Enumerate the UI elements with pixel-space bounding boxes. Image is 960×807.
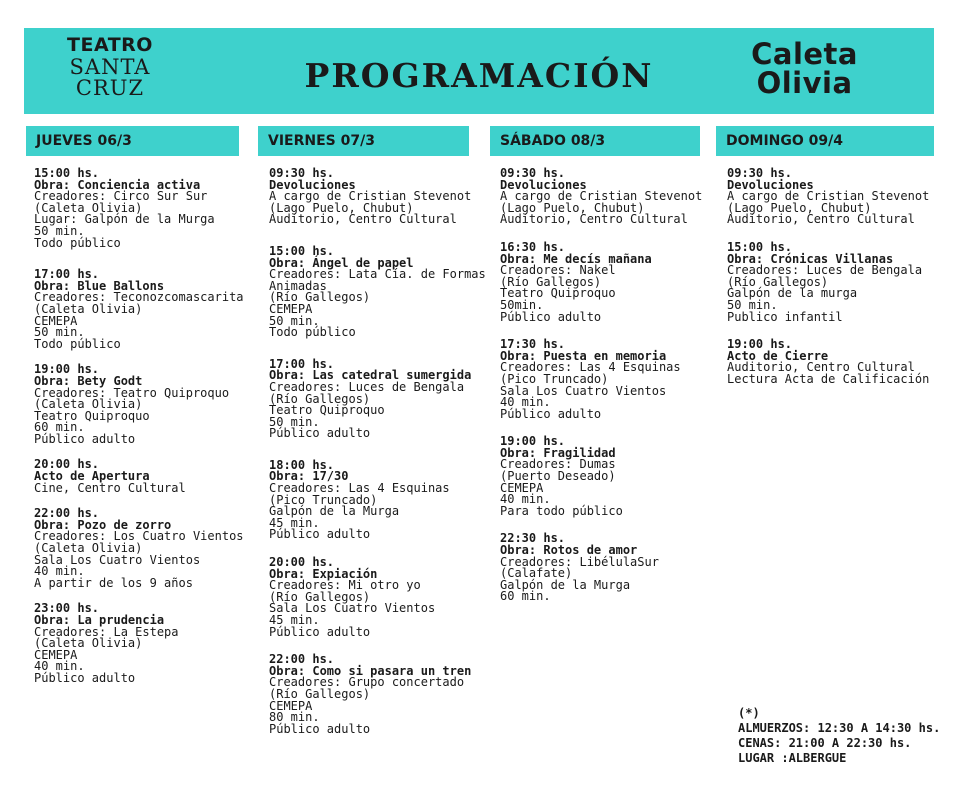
event-detail: CEMEPA	[500, 480, 544, 495]
event-time: 17:00 hs.	[34, 267, 100, 282]
event-detail: Lectura Acta de Calificación	[727, 371, 930, 386]
day-label: VIERNES 07/3	[268, 133, 375, 149]
event-detail: 45 min.	[269, 515, 320, 530]
event-detail: Todo público	[34, 235, 121, 250]
event-detail: Galpón de la murga	[727, 286, 858, 301]
event-item	[34, 508, 244, 589]
event-detail: (Caleta Olivia)	[34, 301, 143, 316]
event-title: Obra: Como si pasara un tren	[269, 663, 472, 678]
event-item	[500, 339, 702, 420]
event-detail: Creadores: Las 4 Esquinas	[500, 360, 681, 375]
event-detail: (Calafate)	[500, 566, 573, 581]
event-detail: Auditorio, Centro Cultural	[727, 212, 915, 227]
event-detail: (Caleta Olivia)	[34, 541, 143, 556]
schedule-column	[269, 168, 486, 735]
event-detail: A cargo de Cristian Stevenot	[500, 189, 703, 204]
day-header-jueves	[26, 126, 239, 156]
event-time: 16:30 hs.	[500, 239, 566, 254]
event-detail: 40 min.	[34, 659, 85, 674]
event-detail: Creadores: LibélulaSur	[500, 554, 659, 569]
event-item	[727, 168, 929, 226]
event-title: Obra: Me decís mañana	[500, 251, 652, 266]
event-detail: Teatro Quiproquo	[34, 408, 150, 423]
header-banner	[24, 28, 934, 114]
event-detail: Creadores: Grupo concertado	[269, 675, 465, 690]
event-detail: (Lago Puelo, Chubut)	[727, 200, 872, 215]
event-detail: 40 min.	[500, 395, 551, 410]
event-item	[269, 356, 486, 441]
event-detail: 50 min.	[269, 414, 320, 429]
event-detail: Público adulto	[500, 406, 602, 421]
event-detail: 45 min.	[269, 613, 320, 627]
logo-left-line1: TEATRO	[67, 34, 153, 56]
event-detail: Creadores: Los Cuatro Vientos	[34, 529, 244, 544]
event-detail: Publico infantil	[727, 309, 843, 324]
event-item	[34, 603, 244, 684]
schedule-column	[34, 168, 244, 685]
event-time: 17:00 hs.	[269, 356, 335, 371]
event-item	[500, 436, 702, 517]
event-time: 22:00 hs.	[34, 506, 100, 521]
event-title: Devoluciones	[727, 177, 814, 192]
schedule-column	[500, 168, 702, 603]
logo-left-line3: CRUZ	[75, 76, 145, 100]
event-detail: Para todo público	[500, 503, 623, 518]
event-item	[727, 339, 929, 385]
event-detail: Teatro Quiproquo	[500, 286, 616, 301]
event-detail: Público adulto	[269, 624, 371, 639]
event-detail: (Caleta Olivia)	[34, 397, 143, 412]
event-detail: Galpón de la Murga	[269, 504, 400, 519]
event-detail: (Río Gallegos)	[269, 589, 371, 604]
event-detail: Teatro Quiproquo	[269, 403, 385, 418]
event-title: Obra: La prudencia	[34, 613, 165, 627]
event-detail: A cargo de Cristian Stevenot	[269, 189, 472, 204]
event-time: 22:30 hs.	[500, 531, 566, 546]
day-header-viernes	[258, 126, 469, 156]
teatro-santa-cruz-logo	[60, 36, 160, 99]
day-label: JUEVES 06/3	[36, 133, 132, 149]
event-time: 23:00 hs.	[34, 601, 100, 616]
event-detail: CEMEPA	[269, 698, 313, 713]
event-detail: Creadores: Mi otro yo	[269, 578, 421, 593]
event-item	[269, 457, 486, 542]
event-title: Obra: Expiación	[269, 566, 378, 581]
event-item	[34, 168, 244, 249]
event-title: Obra: Bety Godt	[34, 373, 143, 388]
note-marker: (*)	[738, 706, 760, 720]
event-detail: Público adulto	[34, 670, 136, 685]
caleta-olivia-logo	[751, 37, 858, 100]
event-title: Obra: Ángel de papel	[269, 255, 414, 270]
event-time: 15:00 hs.	[34, 166, 100, 180]
event-item	[34, 269, 244, 350]
event-detail: Creadores: Circo Sur Sur	[34, 189, 208, 204]
event-item	[34, 459, 244, 494]
event-detail: Todo público	[34, 336, 121, 351]
event-detail: Galpón de la Murga	[500, 577, 631, 592]
event-time: 09:30 hs.	[727, 166, 793, 180]
event-detail: (Puerto Deseado)	[500, 469, 616, 484]
event-detail: 40 min.	[500, 492, 551, 507]
event-detail: (Pico Truncado)	[269, 492, 378, 507]
event-title: Acto de Cierre	[727, 348, 829, 363]
event-detail: 50 min.	[34, 223, 85, 238]
event-detail: (Lago Puelo, Chubut)	[500, 200, 645, 215]
event-detail: Creadores: Las 4 Esquinas	[269, 481, 450, 496]
event-time: 09:30 hs.	[500, 166, 566, 180]
event-detail: Creadores: Teconozcomascarita	[34, 290, 244, 305]
event-detail: CEMEPA	[269, 301, 313, 316]
event-detail: Creadores: La Estepa	[34, 624, 179, 639]
event-item	[727, 239, 929, 324]
event-detail: Lugar: Galpón de la Murga	[34, 212, 215, 227]
note-lunch: ALMUERZOS: 12:30 A 14:30 hs.	[738, 721, 941, 735]
event-detail: Creadores: Luces de Bengala	[727, 263, 923, 278]
event-title: Obra: Rotos de amor	[500, 543, 638, 558]
event-time: 15:00 hs.	[269, 243, 335, 258]
event-title: Obra: Blue Ballons	[34, 278, 165, 293]
note-dinner: CENAS: 21:00 A 22:30 hs.	[738, 736, 912, 750]
event-time: 19:00 hs.	[500, 434, 566, 449]
event-detail: Sala Los Cuatro Vientos	[34, 552, 201, 567]
event-detail: A partir de los 9 años	[34, 575, 193, 590]
event-title: Obra: Crónicas Villanas	[727, 251, 894, 266]
event-time: 19:00 hs.	[727, 337, 793, 352]
event-time: 15:00 hs.	[727, 239, 793, 254]
event-title: Obra: 17/30	[269, 469, 349, 484]
event-time: 22:00 hs.	[269, 652, 335, 667]
day-label: SÁBADO 08/3	[500, 133, 606, 149]
event-detail: 50 min.	[269, 313, 320, 328]
meals-note	[738, 706, 940, 766]
event-title: Devoluciones	[269, 177, 356, 192]
event-detail: (Lago Puelo, Chubut)	[269, 200, 414, 215]
day-header-domingo	[716, 126, 934, 156]
logo-right-line1: Caleta	[751, 37, 858, 71]
event-detail: 50 min.	[34, 325, 85, 340]
event-detail: (Pico Truncado)	[500, 371, 609, 386]
event-time: 18:00 hs.	[269, 457, 335, 472]
event-detail: Creadores: Nakel	[500, 263, 616, 278]
event-detail: A cargo de Cristian Stevenot	[727, 189, 930, 204]
event-detail: Cine, Centro Cultural	[34, 480, 186, 495]
event-detail: Público adulto	[269, 527, 371, 542]
event-detail: (Río Gallegos)	[269, 290, 371, 305]
event-detail: Sala Los Cuatro Vientos	[500, 383, 667, 398]
day-header-sabado	[490, 126, 700, 156]
event-detail: (Río Gallegos)	[269, 686, 371, 701]
event-detail: Creadores: Teatro Quiproquo	[34, 385, 230, 400]
event-item	[34, 364, 244, 445]
schedule-column	[727, 168, 929, 386]
event-detail: (Caleta Olivia)	[34, 200, 143, 215]
event-detail: 60 min.	[34, 420, 85, 435]
event-detail: (Caleta Olivia)	[34, 636, 143, 651]
event-title: Devoluciones	[500, 177, 587, 192]
event-time: 20:00 hs.	[269, 555, 335, 570]
event-title: Obra: Las catedral sumergida	[269, 368, 472, 383]
event-time: 19:00 hs.	[34, 362, 100, 377]
event-item	[269, 168, 486, 226]
event-detail: (Río Gallegos)	[727, 274, 829, 289]
event-item	[500, 533, 702, 603]
event-detail: Animadas	[269, 278, 327, 293]
note-place: LUGAR :ALBERGUE	[738, 751, 847, 765]
event-detail: CEMEPA	[34, 647, 78, 662]
event-detail: Público adulto	[269, 721, 371, 736]
event-detail: 50 min.	[727, 297, 778, 312]
event-item	[500, 239, 702, 324]
page-title: PROGRAMACIÓN	[304, 56, 654, 95]
event-detail: Auditorio, Centro Cultural	[269, 212, 457, 227]
logo-right-line2: Olivia	[756, 66, 853, 100]
event-title: Acto de Apertura	[34, 469, 150, 484]
day-label: DOMINGO 09/4	[726, 133, 843, 149]
event-detail: Todo público	[269, 325, 356, 340]
event-detail: (Río Gallegos)	[500, 274, 602, 289]
event-detail: 40 min.	[34, 564, 85, 579]
event-detail: Creadores: Luces de Bengala	[269, 379, 465, 394]
event-time: 20:00 hs.	[34, 457, 100, 472]
event-item	[269, 654, 486, 735]
event-title: Obra: Fragilidad	[500, 445, 616, 460]
logo-left-line2: SANTA	[69, 55, 151, 79]
event-time: 17:30 hs.	[500, 337, 566, 352]
event-item	[269, 557, 486, 638]
event-detail: Público adulto	[500, 309, 602, 324]
event-detail: Sala Los Cuatro Vientos	[269, 601, 436, 616]
event-title: Obra: Conciencia activa	[34, 177, 201, 192]
event-detail: Auditorio, Centro Cultural	[500, 212, 688, 227]
event-item	[500, 168, 702, 226]
event-detail: Público adulto	[34, 431, 136, 446]
event-detail: Creadores: Lata Cía. de Formas	[269, 267, 486, 282]
event-detail: 60 min.	[500, 589, 551, 604]
event-detail: Auditorio, Centro Cultural	[727, 360, 915, 375]
event-time: 09:30 hs.	[269, 166, 335, 180]
event-detail: Público adulto	[269, 426, 371, 441]
event-detail: 50min.	[500, 297, 544, 312]
event-detail: (Río Gallegos)	[269, 391, 371, 406]
event-detail: Creadores: Dumas	[500, 457, 616, 472]
event-title: Obra: Pozo de zorro	[34, 517, 172, 532]
event-item	[269, 243, 486, 340]
event-detail: 80 min.	[269, 710, 320, 725]
event-detail: CEMEPA	[34, 313, 78, 328]
event-title: Obra: Puesta en memoria	[500, 348, 667, 363]
